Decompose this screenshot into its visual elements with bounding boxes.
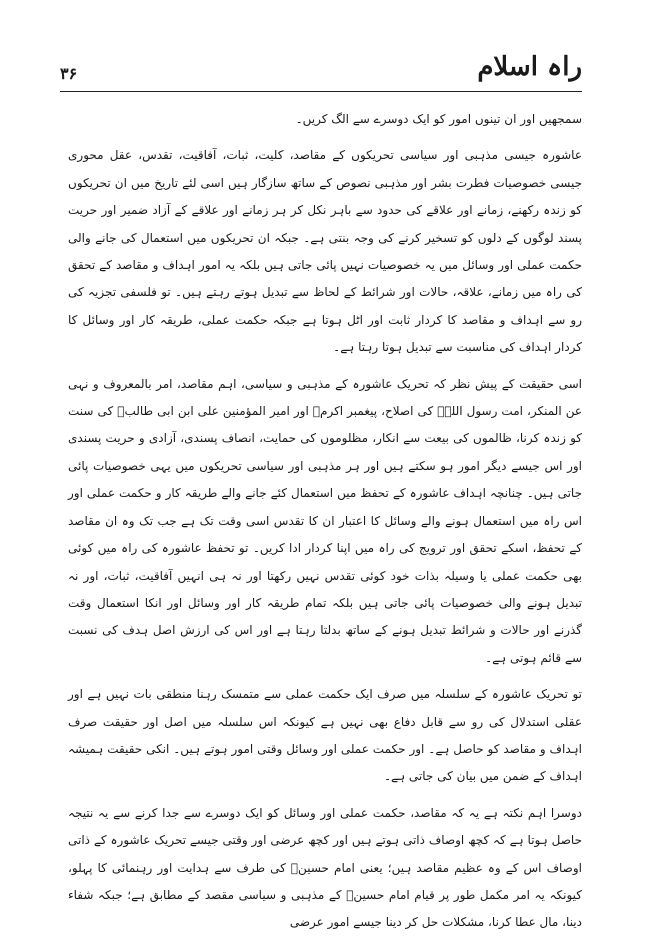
paragraph-5: دوسرا اہم نکتہ ہے یہ کہ مقاصد، حکمت عملی اور وسائل کو ایک دوسرے سے جدا کرنے سے یہ نتیجہ حاصل ہوتا ہے کہ کچھ اوصاف ذاتی ہوتے ہیں اور کچھ عرضی اور وقتی جیسے تحریک عاشورہ کے ذاتی اوصاف اس کے وہ عظیم مقاصد ہیں؛ یعنی امام حسینؑ کی طرف سے ہدایت اور رہنمائی کا پہلو، کیونکہ یہ امر مکمل طور پر قیام امام حسینؑ کے مذہبی و سیاسی مقصد کے مطابق ہے؛ جبکہ شفاء دینا، مال عطا کرنا، مشکلات حل کر دینا جیسے امور عرضی [68,805,582,930]
page-number: ۳۶ [60,64,78,83]
article-body [68,106,582,946]
paragraph-1: سمجھیں اور ان تینوں امور کو ایک دوسرے سے الگ کریں۔ [295,112,582,126]
page-header [60,52,582,92]
paragraph-2: عاشورہ جیسی مذہبی اور سیاسی تحریکوں کے مقاصد، کلیت، ثبات، آفاقیت، تقدس، عقل محوری جیسی خصوصیات فطرت بشر اور مذہبی نصوص کے ساتھ سازگار ہیں اسی لئے تاریخ میں ان تحریکوں کو زندہ رکھنے، زمانے اور علاقے کی حدود سے باہر نکل کر ہر زمانے اور علاقے کے آزاد ضمیر اور حریت پسند لوگوں کے دلوں کو تسخیر کرنے کی وجہ بنتی ہے۔ جبکہ ان تحریکوں میں استعمال کی جانے والی حکمت عملی اور وسائل میں یہ خصوصیات نہیں پائی جاتی ہیں بلکہ یہ امور اہداف و مقاصد کے تحقق کی راہ میں زمانے، علاقہ، حالات اور شرائط کے لحاظ سے تبدیل ہوتے رہتے ہیں۔ تو فلسفی تجزیہ کی رو سے اہداف و مقاصد کا کردار ثابت اور اٹل ہوتا ہے جبکہ حکمت عملی، طریقہ کار اور وسائل کا کردار اہداف کی مناسبت سے تبدیل ہوتا رہتا ہے۔ [68,148,582,355]
paragraph-4: تو تحریک عاشورہ کے سلسلہ میں صرف ایک حکمت عملی سے متمسک رہنا منطقی بات نہیں ہے اور عقلی استدلال کی رو سے قابل دفاع بھی نہیں ہے کیونکہ اس سلسلہ میں اصل اور حقیقت صرف اہداف و مقاصد کو حاصل ہے۔ اور حکمت عملی اور وسائل وقتی امور ہوتے ہیں۔ انکی حقیقت ہمیشہ اہداف کے ضمن میں بیان کی جاتی ہے۔ [68,687,582,784]
header-divider [60,91,582,92]
paragraph-3: اسی حقیقت کے پیش نظر کہ تحریک عاشورہ کے مذہبی و سیاسی، اہم مقاصد، امر بالمعروف و نہی عن المنکر، امت رسول اللہؐ کی اصلاح، پیغمبر اکرمؐ اور امیر المؤمنین علی ابن ابی طالبؑ کی سنت کو زندہ کرنا، ظالموں کی بیعت سے انکار، مظلوموں کی حمایت، انصاف پسندی، آزادی و حریت پسندی اور اس جیسے دیگر امور ہو سکتے ہیں اور ہر مذہبی اور سیاسی تحریکوں میں یہی خصوصیات پائی جاتی ہیں۔ چنانچہ اہداف عاشورہ کے تحفظ میں استعمال کئے جانے والے طریقہ کار و حکمت عملی اور اس راہ میں استعمال ہونے والے وسائل کا اعتبار ان کا تقدس اسی وقت تک ہے جب تک وہ ان مقاصد کے تحفظ، اسکے تحقق اور ترویج کی راہ میں اپنا کردار ادا کریں۔ تو تحفظ عاشورہ کی راہ میں کوئی بھی حکمت عملی یا وسیلہ بذات خود کوئی تقدس نہیں رکھتا اور نہ ہی انہیں آفاقیت، ثبات، اور نہ تبدیل ہونے والی خصوصیات پائی جاتی ہیں بلکہ تمام طریقہ کار اور وسائل اور انکا استعمال وقت گذرنے اور حالات و شرائط تبدیل ہونے کے ساتھ بدلتا رہتا ہے اور اس کی ارزش اصل ہدف کی نسبت سے قائم ہوتی ہے۔ [68,376,582,665]
journal-title: راہ اسلام [477,52,582,82]
